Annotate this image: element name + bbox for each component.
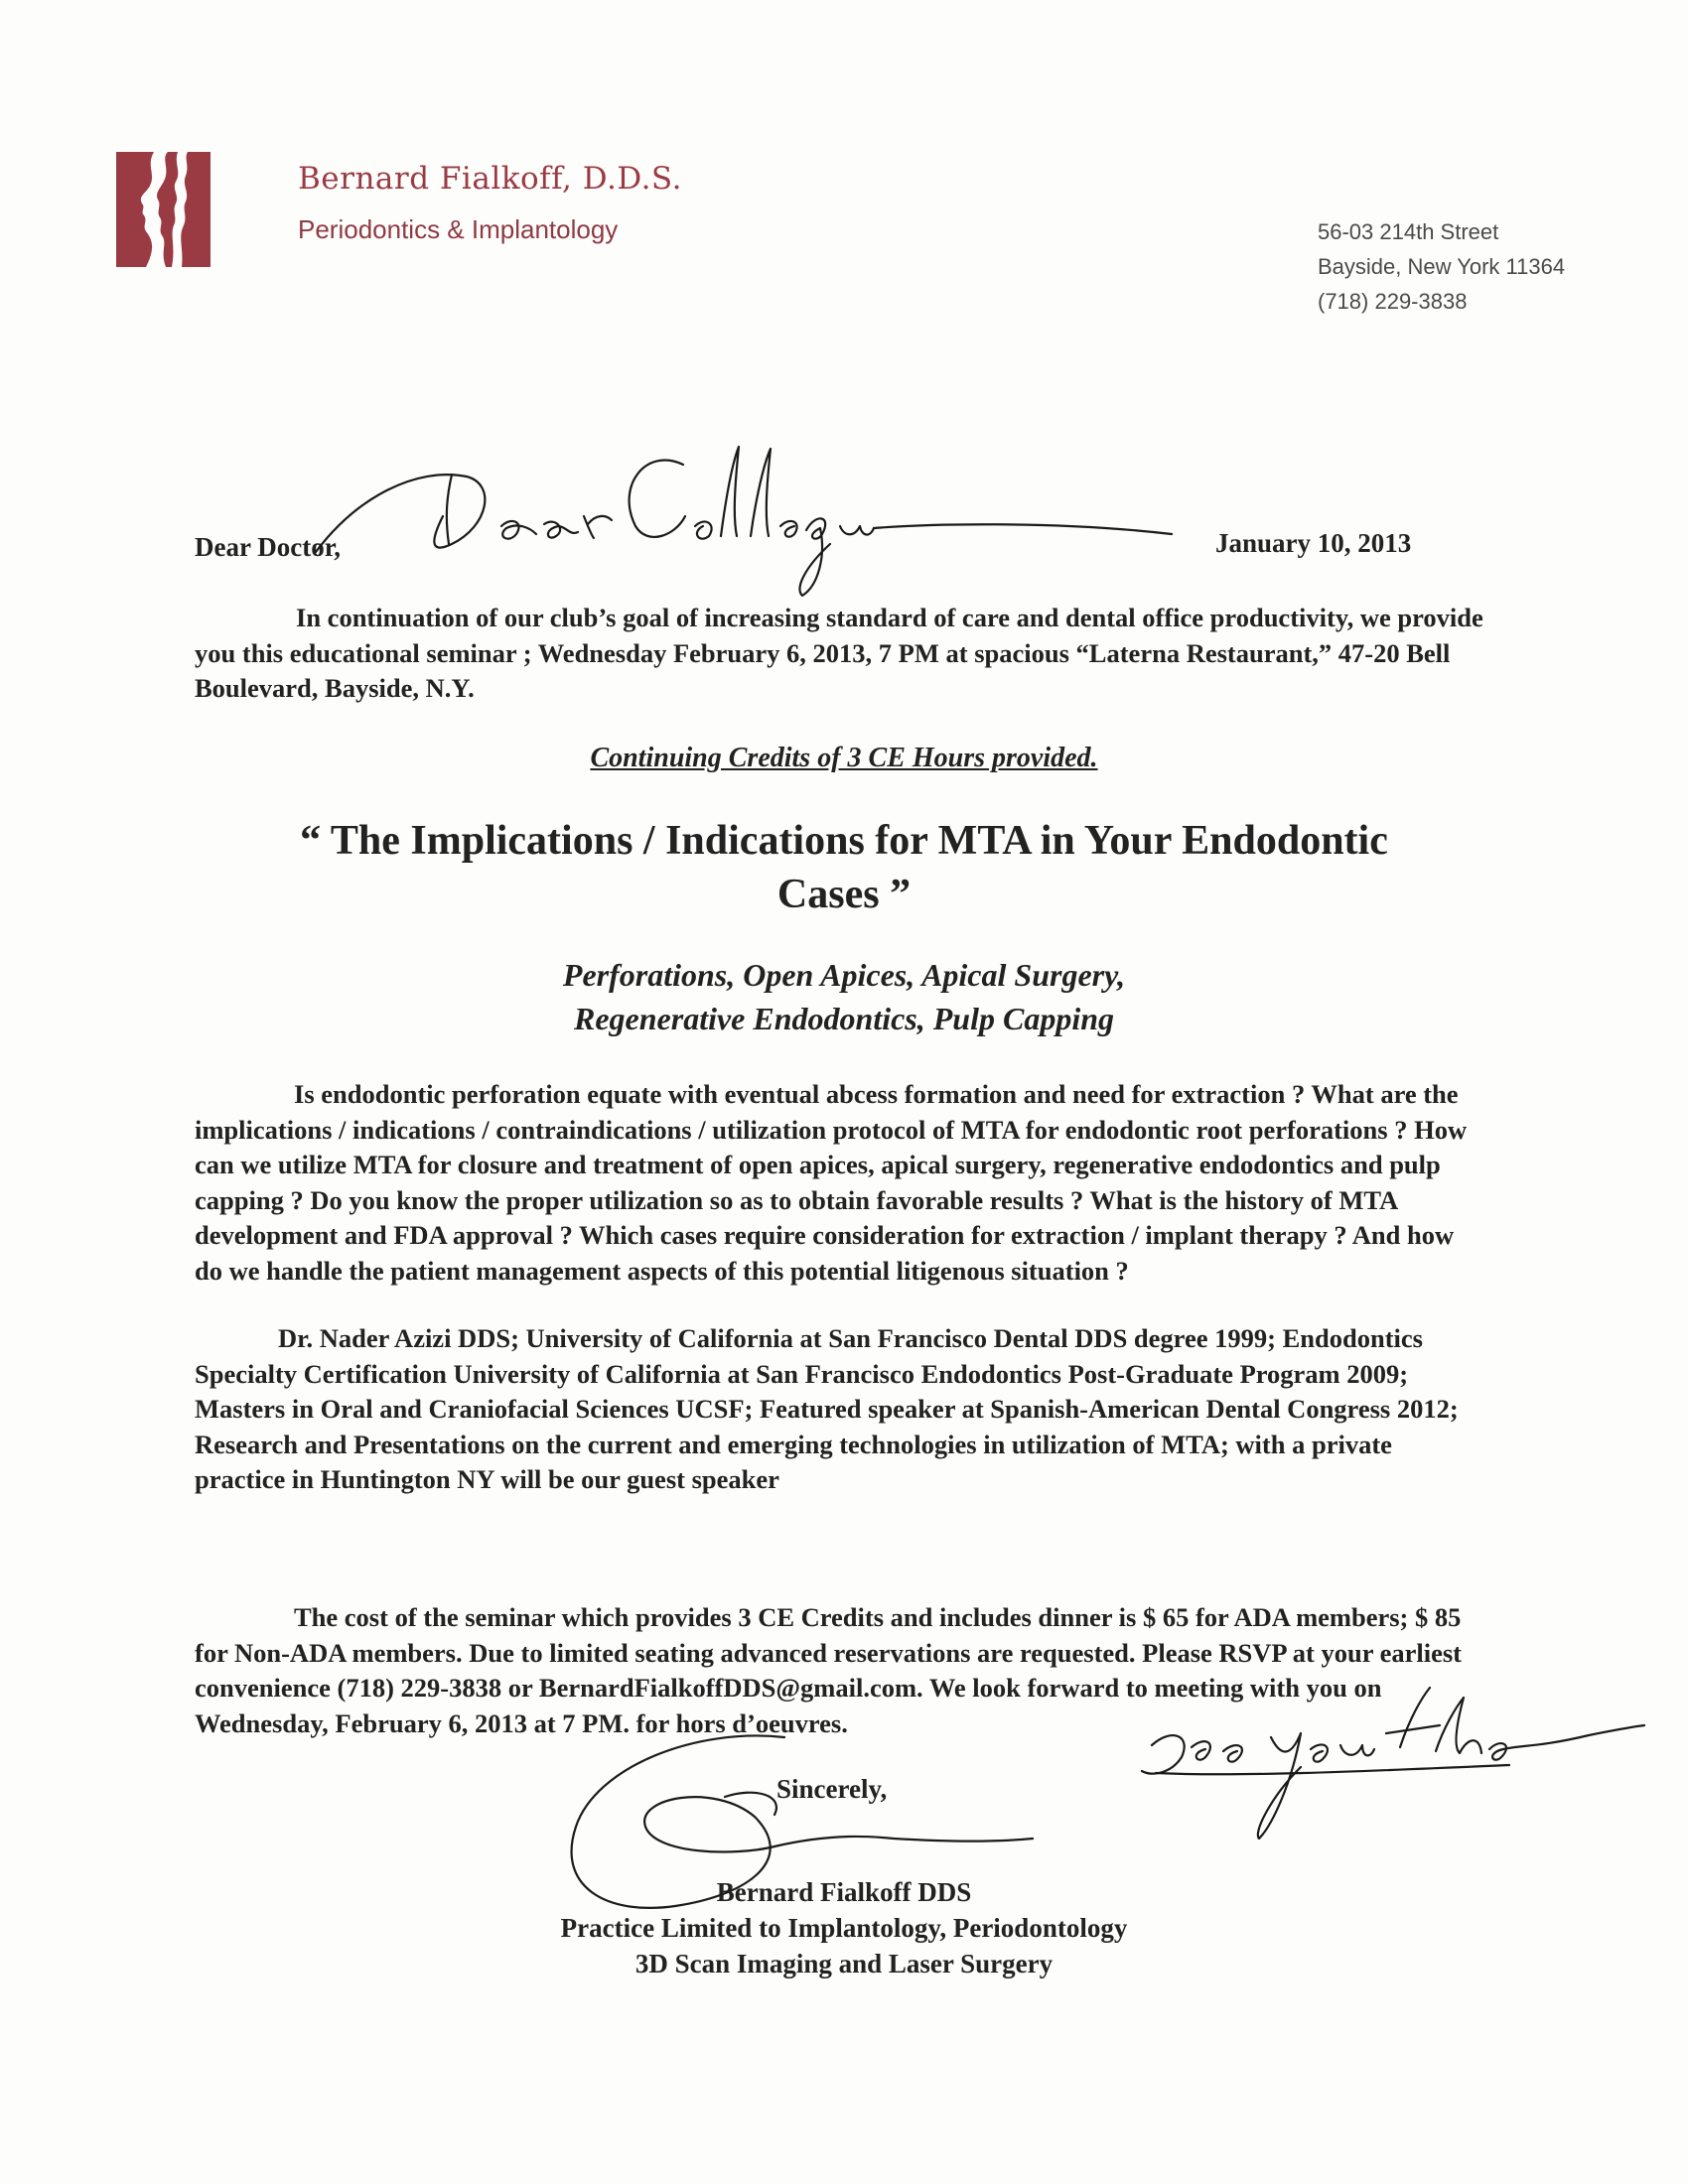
questions-paragraph: Is endodontic perforation equate with eventual abcess formation and need for extraction ? What are the implications / indications / contraindications / utilization protocol of MTA for endodontic root perforations ? How can we utilize MTA for closure and treatment of open apices, apical surgery, regenerative endodontics and pulp capping ? Do you know the proper utilization so as to obtain favorable results ? What is the history of MTA development and FDA approval ? Which cases require consideration for extraction / implant therapy ? And how do we handle the patient management aspects of this potential litigenous situation ? — [195, 1079, 1468, 1286]
address-phone: (718) 229-3838 — [1318, 289, 1468, 314]
salutation: Dear Doctor, — [195, 532, 341, 562]
signer-name: Bernard Fialkoff DDS — [716, 1877, 972, 1907]
signer-title-1: Practice Limited to Implantology, Periodontology — [560, 1913, 1128, 1943]
letterhead-specialty: Periodontics & Implantology — [298, 214, 619, 244]
profile-logo-icon — [116, 152, 211, 267]
speaker-paragraph: Dr. Nader Azizi DDS; University of California at San Francisco Dental DDS degree 1999; Endodontics Specialty Certification University of California at San Francisco Endodontics Post-Graduate Program 2009; Masters in Oral and Craniofacial Sciences UCSF; Featured speaker at Spanish-American Dental Congress 2012; Research and Presentations on the current and emerging technologies in utilization of MTA; with a private practice in Huntington NY will be our guest speaker — [195, 1323, 1459, 1494]
address-city: Bayside, New York 11364 — [1318, 254, 1566, 279]
letter-date: January 10, 2013 — [1215, 528, 1412, 558]
intro-paragraph: In continuation of our club’s goal of increasing standard of care and dental office productivity, we provide you this educational seminar ; Wednesday February 6, 2013, 7 PM at spacious “Laterna Restaurant,” 47-20 Bell Boulevard, Bayside, N.Y. — [195, 603, 1483, 703]
letterhead-name: Bernard Fialkoff, D.D.S. — [298, 161, 682, 197]
signature-block — [0, 1874, 1688, 1981]
closing: Sincerely, — [776, 1774, 888, 1804]
handwritten-greeting — [316, 447, 1172, 596]
credits-note: Continuing Credits of 3 CE Hours provided. — [590, 743, 1098, 773]
seminar-title: “ The Implications / Indications for MTA in Your Endodontic Cases ” — [300, 818, 1388, 917]
subtitle-line-2: Regenerative Endodontics, Pulp Capping — [573, 1001, 1115, 1036]
subtitle-line-1: Perforations, Open Apices, Apical Surgery, — [562, 957, 1126, 993]
seminar-subtitle — [248, 953, 1440, 1040]
signer-title-2: 3D Scan Imaging and Laser Surgery — [634, 1949, 1054, 1979]
letterhead-address — [1318, 214, 1565, 319]
cost-paragraph: The cost of the seminar which provides 3 CE Credits and includes dinner is $ 65 for ADA members; $ 85 for Non-ADA members. Due to limited seating advanced reservations are requested. Please RSVP at your earliest convenience (718) 229-3838 or BernardFialkoffDDS@gmail.com. We look forward to meeting with you on Wednesday, February 6, 2013 at 7 PM. for hors d’oeuvres. — [195, 1602, 1463, 1738]
address-street: 56-03 214th Street — [1318, 219, 1499, 244]
